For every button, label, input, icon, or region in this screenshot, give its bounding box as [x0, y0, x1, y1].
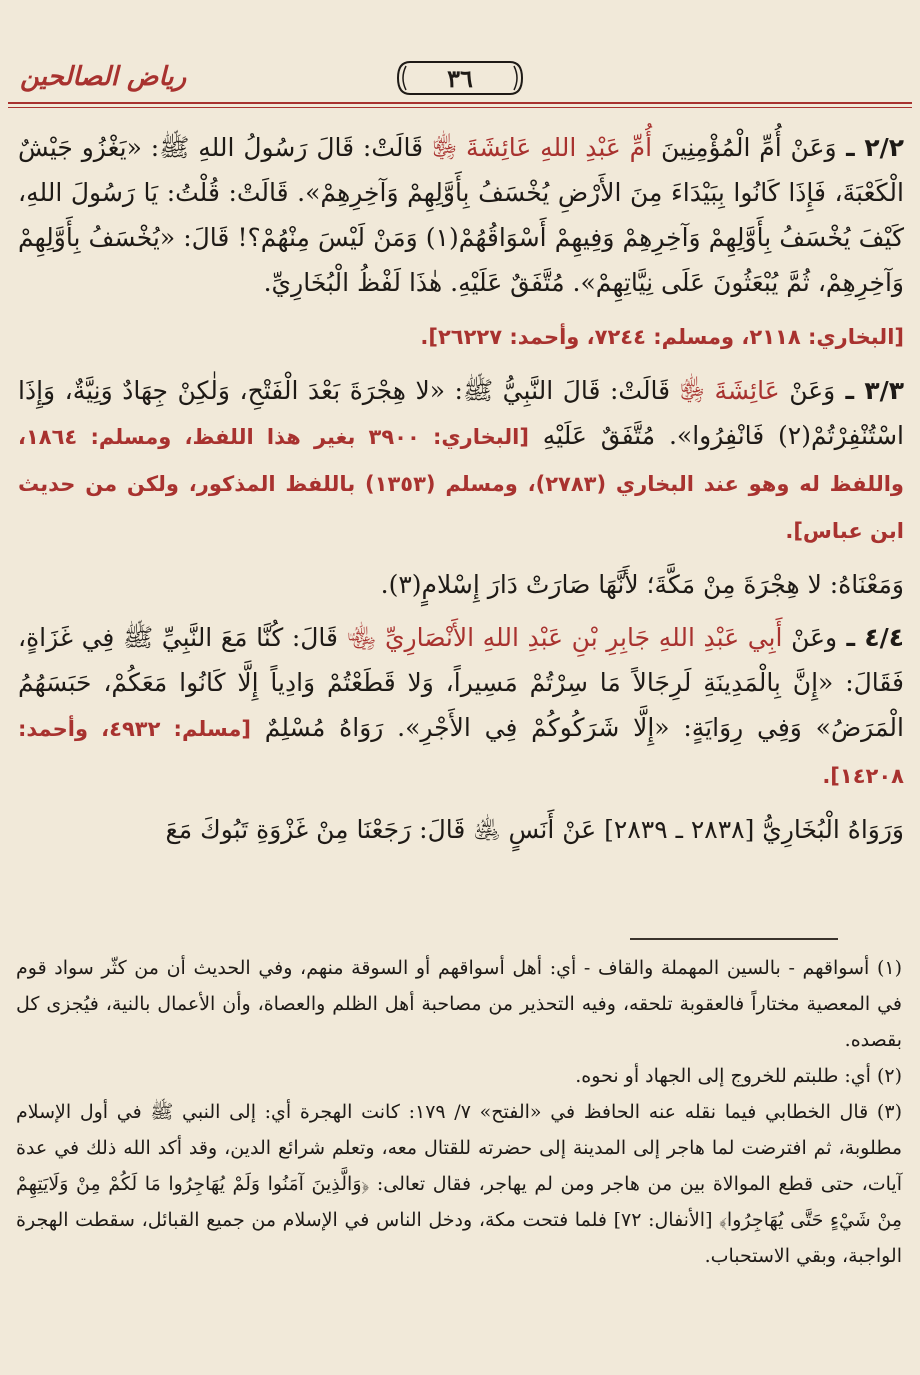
book-title: رياض الصالحين — [20, 62, 187, 92]
hadith-explanation: وَمَعْنَاهُ: لا هِجْرَةَ مِنْ مَكَّةَ؛ لأَنَّهَا صَارَتْ دَارَ إِسْلامٍ(٣). — [380, 570, 904, 599]
explanation-line — [18, 562, 904, 607]
narrator-name: أُمِّ عَبْدِ اللهِ عَائِشَةَ ﵂ — [431, 133, 653, 162]
page-number: ٣٦ — [447, 64, 473, 93]
page-header — [0, 50, 920, 110]
hadith-intro: وَعَنْ أُمِّ الْمُؤْمِنِينَ — [652, 133, 837, 162]
hadith-reference: [مسلم: ٤٩٣٢، وأحمد: ١٤٢٠٨]. — [18, 717, 904, 788]
footnotes — [16, 950, 902, 1274]
hadith-reference: [البخاري: ٣٩٠٠ بغير هذا اللفظ، ومسلم: ١٨٦٤، واللفظ له وهو عند البخاري (٢٧٨٣)، ومسلم (١٣٥٣) باللفظ المذكور، ولكن من حديث ابن عباس]. — [18, 425, 904, 543]
hadith-paragraph — [18, 615, 904, 799]
header-rule — [8, 102, 912, 104]
hadith-reference-line — [18, 313, 904, 360]
hadith-body: قَالَ: كُنَّا مَعَ النَّبِيِّ ﷺ فِي غَزَاةٍ، فَقَالَ: «إِنَّ بِالْمَدِينَةِ لَرِجَالاً مَا سِرْتُمْ مَسِيراً، وَلا قَطَعْتُمْ وَادِياً إِلَّا كَانُوا مَعَكُمْ، حَبَسَهُمُ الْمَرَضُ» وَفِي رِوَايَةٍ: «إِلَّا شَرَكُوكُمْ فِي الأَجْرِ». رَوَاهُ مُسْلِمٌ — [18, 623, 904, 742]
hadith-paragraph — [18, 125, 904, 305]
hadith-number: ٢/٢ ـ — [836, 133, 904, 162]
continuation-line — [18, 807, 904, 852]
hadith-number: ٤/٤ ـ — [837, 623, 905, 652]
hadith-body: قَالَتْ: قَالَ رَسُولُ اللهِ ﷺ: «يَغْزُو جَيْشٌ الْكَعْبَةَ، فَإِذَا كَانُوا بِبَيْدَاءَ مِنَ الأَرْضِ يُخْسَفُ بِأَوَّلِهِمْ وَآخِرِهِمْ». قَالَتْ: قُلْتُ: يَا رَسُولَ اللهِ، كَيْفَ يُخْسَفُ بِأَوَّلِهِمْ وَآخِرِهِمْ وَفِيهِمْ أَسْوَاقُهُمْ(١) وَمَنْ لَيْسَ مِنْهُمْ؟! قَالَ: «يُخْسَفُ بِأَوَّلِهِمْ وَآخِرِهِمْ، ثُمَّ يُبْعَثُونَ عَلَى نِيَّاتِهِمْ». مُتَّفَقٌ عَلَيْهِ. هٰذَا لَفْظُ الْبُخَارِيِّ. — [18, 133, 904, 297]
page-number-badge — [396, 60, 524, 96]
main-text — [18, 125, 904, 860]
hadith-paragraph — [18, 368, 904, 554]
footnote: (٢) أي: طلبتم للخروج إلى الجهاد أو نحوه. — [575, 1065, 902, 1087]
hadith-intro: وعَنْ — [782, 623, 838, 652]
hadith-reference: [البخاري: ٢١١٨، ومسلم: ٧٢٤٤، وأحمد: ٢٦٢٢٧]. — [420, 325, 904, 349]
header-rule-thin — [8, 107, 912, 108]
hadith-continuation: وَرَوَاهُ الْبُخَارِيُّ [٢٨٣٨ ـ ٢٨٣٩] عَنْ أَنَسٍ ﵁ قَالَ: رَجَعْنَا مِنْ غَزْوَةِ تَبُوكَ مَعَ — [165, 815, 904, 844]
narrator-name: عَائِشَةَ ﵂ — [679, 376, 780, 405]
footnote-divider — [630, 938, 838, 940]
footnote: (١) أسواقهم - بالسين المهملة والقاف - أي: أهل أسواقهم أو السوقة منهم، وفي الحديث أن من كثّر سواد قوم في المعصية مختاراً فالعقوبة تلحقه، وفيه التحذير من مصاحبة أهل الظلم والعصاة، وأن الأعمال بالنية، فيُجزى كل بقصده. — [16, 957, 902, 1051]
narrator-name: أَبِي عَبْدِ اللهِ جَابِرِ بْنِ عَبْدِ اللهِ الأَنْصَارِيِّ ﵄ — [346, 623, 783, 652]
footnote: (٣) قال الخطابي فيما نقله عنه الحافظ في «الفتح» ٧/ ١٧٩: كانت الهجرة أي: إلى النبي ﷺ في أول الإسلام مطلوبة، ثم افترضت لما هاجر إلى المدينة إلى حضرته للقتال معه، وتعلم شرائع الدين، وقد أكد الله ذلك في عدة آيات، حتى قطع الموالاة بين من هاجر ومن لم يهاجر، فقال تعالى: ﴿وَالَّذِينَ آمَنُوا وَلَمْ يُهَاجِرُوا مَا لَكُمْ مِنْ وَلَايَتِهِمْ مِنْ شَيْءٍ حَتَّى يُهَاجِرُوا﴾ [الأنفال: ٧٢] فلما فتحت مكة، ودخل الناس في الإسلام من جميع القبائل، سقطت الهجرة الواجبة، وبقي الاستحباب. — [16, 1101, 903, 1267]
hadith-number: ٣/٣ ـ — [835, 376, 905, 405]
hadith-intro: وَعَنْ — [779, 376, 836, 405]
hadith-body: قَالَتْ: قَالَ النَّبِيُّ ﷺ: «لا هِجْرَةَ بَعْدَ الْفَتْحِ، وَلٰكِنْ جِهَادٌ وَنِيَّةٌ، وَإِذَا اسْتُنْفِرْتُمْ(٢) فَانْفِرُوا». مُتَّفَقٌ عَلَيْهِ — [18, 376, 904, 450]
